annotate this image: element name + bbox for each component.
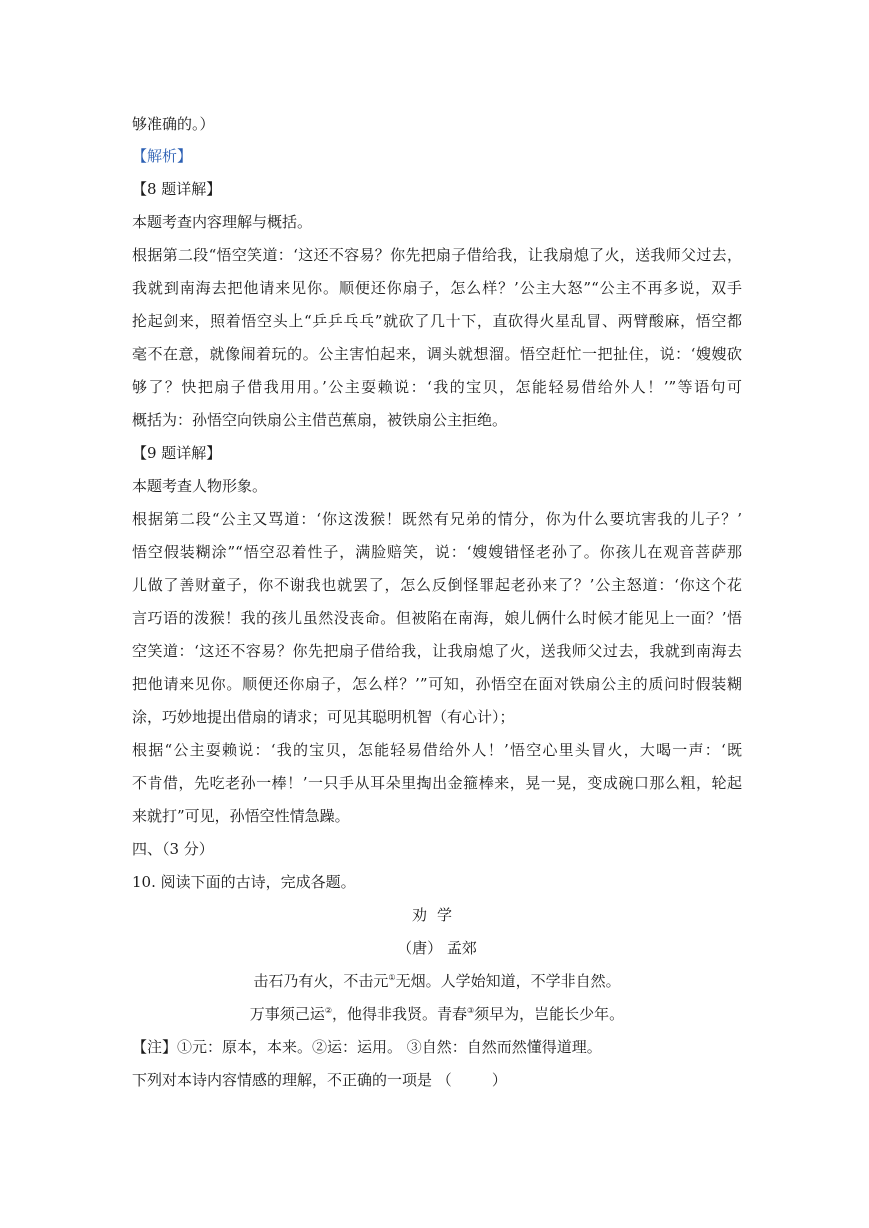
question-stem [132,1070,742,1090]
poem-line-1 [132,971,742,991]
q8-line: 抡起剑来，照着悟空头上“乒乒乓乓”就砍了几十下，直砍得火星乱冒、两臂酸麻，悟空都 [132,312,742,330]
q8-line: 毫不在意，就像闹着玩的。公主害怕起来，调头就想溜。悟空赶忙一把扯住，说：‘嫂嫂砍 [132,345,742,363]
question-text: 下列对本诗内容情感的理解，不正确的一项是 [132,1071,433,1089]
paragraph-continuation: 够准确的。） [132,115,215,133]
q9-line: 言巧语的泼猴！我的孩儿虽然没丧命。但被陷在南海，娘儿俩什么时候才能见上一面？’悟 [132,609,742,627]
q8-line: 根据第二段“悟空笑道：‘这还不容易？你先把扇子借给我，让我扇熄了火，送我师父过去， [132,246,742,264]
poem-text: 须早为，岂能长少年。 [474,1005,625,1023]
q8-line: 概括为：孙悟空向铁扇公主借芭蕉扇，被铁扇公主拒绝。 [132,411,508,429]
q9b-line: 来就打”可见，孙悟空性情急躁。 [132,807,350,825]
section-heading: 四、（3 分） [132,840,214,858]
q9b-line: 不肯借，先吃老孙一棒！’一只手从耳朵里掏出金箍棒来，晃一晃，变成碗口那么粗，轮起 [132,774,742,792]
poem-notes: 【注】①元：原本，本来。②运：运用。 ③自然：自然而然懂得道理。 [132,1038,602,1056]
poem-author: （唐） 孟郊 [397,939,477,957]
question-10-prompt: 10. 阅读下面的古诗，完成各题。 [132,873,356,891]
answer-paren-close: ） [491,1071,507,1089]
q9-line: 空笑道：‘这还不容易？你先把扇子借给我，让我扇熄了火，送我师父过去，我就到南海去 [132,642,742,660]
q9-header: 【9 题详解】 [132,444,222,462]
poem-text: 无烟。人学始知道，不学非自然。 [395,972,621,990]
poem-text: 击石乃有火，不击元 [253,972,389,990]
poem-line-2 [132,1004,742,1024]
q9-line: 悟空假装糊涂”“悟空忍着性子，满脸赔笑，说：‘嫂嫂错怪老孙了。你孩儿在观音菩萨那 [132,543,742,561]
analysis-label: 【解析】 [132,147,193,165]
q8-line: 我就到南海去把他请来见你。顺便还你扇子，怎么样？’公主大怒”“公主不再多说，双手 [132,279,742,297]
poem-title: 劝学 [411,906,462,924]
poem-text: ，他得非我贤。青春 [331,1005,467,1023]
q9-intro: 本题考查人物形象。 [132,477,268,495]
footnote-marker: ③ [467,1006,475,1015]
q8-line: 够了？快把扇子借我用用。’公主耍赖说：‘我的宝贝，怎能轻易借给外人！’”等语句可 [132,378,742,396]
q8-header: 【8 题详解】 [132,180,222,198]
poem-text: 万事须己运 [249,1005,325,1023]
footnote-marker: ② [324,1006,332,1015]
q9-line: 涂，巧妙地提出借扇的请求；可见其聪明机智（有心计）； [132,708,515,726]
q9-line: 把他请来见你。顺便还你扇子，怎么样？’”可知，孙悟空在面对铁扇公主的质问时假装糊 [132,675,742,693]
footnote-marker: ① [388,973,396,982]
q8-intro: 本题考查内容理解与概括。 [132,213,313,231]
q9b-line: 根据“公主耍赖说：‘我的宝贝，怎能轻易借给外人！’悟空心里头冒火，大喝一声：‘既 [132,741,742,759]
answer-paren-open: （ [436,1071,452,1089]
q9-line: 儿做了善财童子，你不谢我也就罢了，怎么反倒怪罪起老孙来了？’公主怒道：‘你这个花 [132,576,742,594]
q9-line: 根据第二段“公主又骂道：‘你这泼猴！既然有兄弟的情分，你为什么要坑害我的儿子？’ [132,510,742,528]
